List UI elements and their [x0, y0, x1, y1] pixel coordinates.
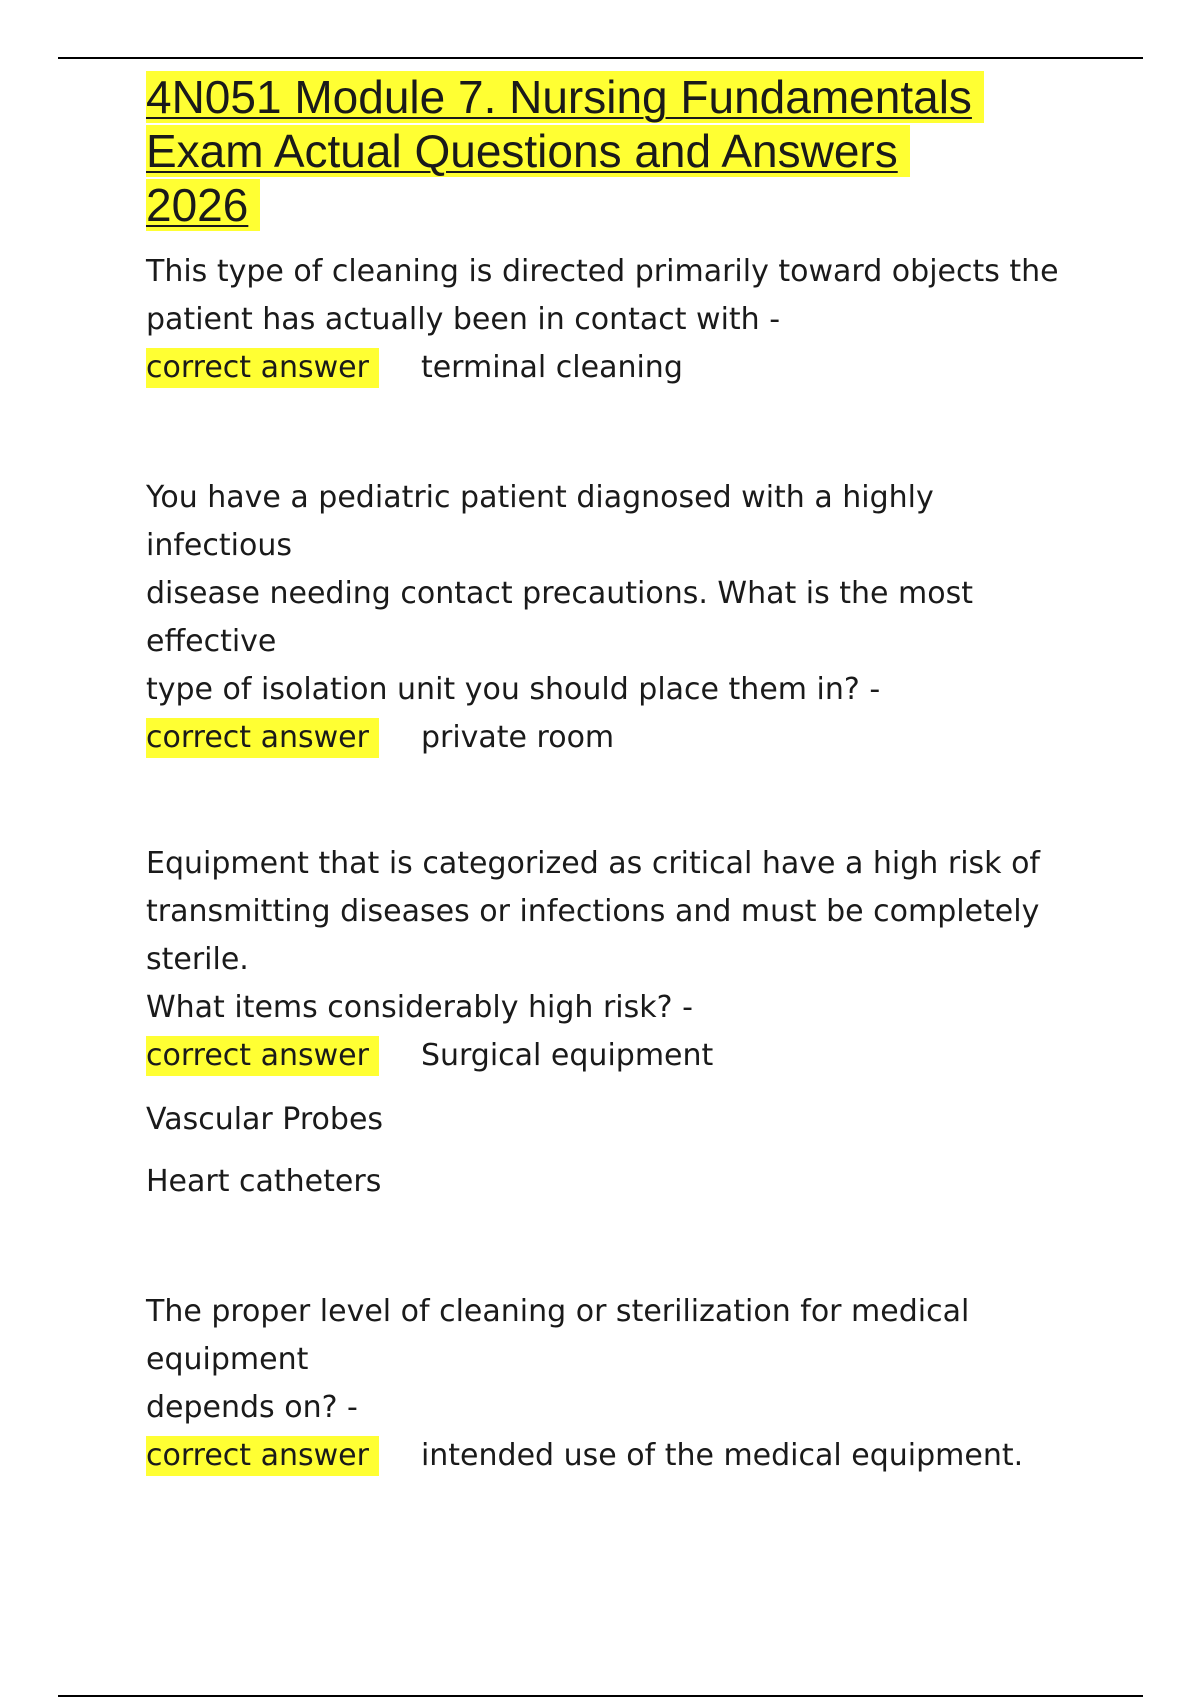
answer-row-4 — [146, 1432, 1086, 1480]
question-3-line-1: Equipment that is categorized as critical have a high risk of — [146, 846, 1040, 881]
answer-label: correct answer — [146, 348, 379, 388]
qa-item-3 — [146, 840, 1086, 1206]
document-title — [146, 70, 1086, 232]
question-4-line-1: The proper level of cleaning or sterilization for medical equipment — [146, 1294, 970, 1377]
top-border-line — [58, 57, 1143, 59]
document-body — [146, 70, 1086, 1480]
answer-label: correct answer — [146, 1436, 379, 1476]
title-line-1: 4N051 Module 7. Nursing Fundamentals — [146, 71, 984, 123]
question-3-line-3: What items considerably high risk? - — [146, 990, 693, 1025]
question-1 — [146, 248, 1086, 344]
answer-1: terminal cleaning — [420, 350, 683, 385]
answer-row-3 — [146, 1032, 1086, 1080]
answer-3: Surgical equipment — [420, 1038, 714, 1073]
answer-3-extra-1: Vascular Probes — [146, 1102, 384, 1137]
answer-4: intended use of the medical equipment. — [420, 1438, 1024, 1473]
answer-label: correct answer — [146, 1036, 379, 1076]
bottom-border-line — [58, 1695, 1143, 1697]
question-2-line-1: You have a pediatric patient diagnosed with a highly infectious — [146, 480, 934, 563]
answer-row-1 — [146, 344, 1086, 392]
question-2-line-2: disease needing contact precautions. What is the most effective — [146, 576, 974, 659]
question-3 — [146, 840, 1086, 1032]
question-2-line-3: type of isolation unit you should place them in? - — [146, 672, 881, 707]
answer-row-2 — [146, 714, 1086, 762]
answer-2: private room — [420, 720, 615, 755]
qa-item-4 — [146, 1288, 1086, 1480]
qa-item-1 — [146, 248, 1086, 392]
title-line-3: 2026 — [146, 179, 260, 231]
question-4 — [146, 1288, 1086, 1432]
question-3-line-2: transmitting diseases or infections and must be completely sterile. — [146, 894, 1040, 977]
question-1-line-2: patient has actually been in contact with - — [146, 302, 781, 337]
question-1-line-1: This type of cleaning is directed primarily toward objects the — [146, 254, 1059, 289]
question-4-line-2: depends on? - — [146, 1390, 358, 1425]
answer-3-extra-2: Heart catheters — [146, 1164, 382, 1199]
question-2 — [146, 474, 1086, 714]
title-line-2: Exam Actual Questions and Answers — [146, 125, 910, 177]
answer-label: correct answer — [146, 718, 379, 758]
qa-item-2 — [146, 474, 1086, 762]
